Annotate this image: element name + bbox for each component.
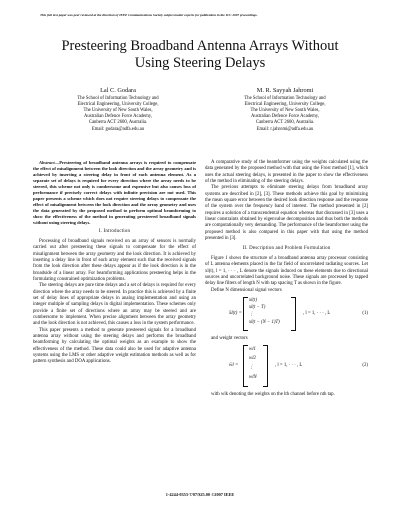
vector-entry: xl(t − T)	[249, 304, 266, 310]
equation-lhs: x̄l(t) =	[229, 310, 242, 316]
author-email: Email: godara@adfa.edu.au	[91, 126, 145, 132]
paragraph: Figure 1 shows the structure of a broadband antenna array processor consisting of L antenna elements placed in the far field of uncorrelated radiating sources. Let xl(t), l = 1, · · · , L denote the signals induced on these elements due to directional sources and uncorrelated background noise. These signals are processed by tapped delay line filters of length N with tap spacing T as shown in the figure.	[205, 255, 368, 287]
equation-tail: , l = 1, · · · , L	[275, 363, 303, 369]
author-email: Email: r.jahromi@adfa.edu.au	[256, 126, 314, 132]
vector-entry: wl1	[249, 347, 256, 353]
matrix-left-bracket	[243, 297, 248, 331]
vector-entry: xl(t − (N − 1)T)	[249, 319, 280, 325]
right-column	[205, 160, 368, 399]
affiliation-line: Canberra ACT 2600, Australia.	[255, 120, 315, 126]
affiliation-line: The University of New South Wales,	[83, 108, 153, 114]
equation-tail: , l = 1, · · · , L	[303, 310, 331, 316]
author-block-2	[200, 88, 370, 133]
affiliation-line: Australian Defence Force Academy,	[251, 114, 319, 120]
equation-1	[205, 297, 368, 333]
affiliation-line: The University of New South Wales,	[250, 108, 320, 114]
affiliation-line: Electrical Engineering, University College,	[244, 102, 326, 108]
paragraph: with wlk denoting the weights on the lth channel before nth tap.	[211, 392, 335, 398]
paper-title	[20, 38, 380, 72]
vector-entry: wlN	[249, 375, 257, 381]
vector-entry: xl(t)	[249, 297, 257, 303]
author-name: M. R. Sayyah Jahromi	[256, 87, 314, 94]
title-line-1: Presteering Broadband Antenna Arrays Without	[61, 38, 339, 54]
review-note: This full text paper was peer reviewed at the direction of IEEE Communications Society subject matter experts for publication in the ICC 2007 proceedings.	[40, 13, 258, 17]
equation-lhs: w̄l =	[229, 363, 239, 369]
title-line-2: Using Steering Delays	[134, 55, 266, 71]
author-name: Lal C. Godara	[100, 87, 136, 94]
abstract-heading: Abstract	[39, 160, 55, 165]
affiliation-line: Canberra ACT 2600, Australia.	[88, 120, 148, 126]
copyright-footer: 1-4244-0353-7/07/$25.00 ©2007 IEEE	[165, 492, 235, 497]
abstract	[33, 160, 196, 225]
paragraph: The steering delays are pure time delays and a set of delays is required for every direction where the array needs to be steered. In practice this is achieved by a finite set of delay lines of appropriate delays in analog implementation and using an integer multiple of sampling delays in digital implementation. These schemes only provide a finite set of directions where an array may be steered and are cumbersome to implement. When precise alignment between the array geometry and the look direction is not achieved, this causes a loss in the system performance.	[33, 283, 196, 327]
affiliation-line: The School of Information Technology and	[244, 96, 326, 102]
vector-entry: wl2	[249, 356, 256, 362]
paragraph: and weight vectors	[211, 335, 248, 341]
affiliation-line: Electrical Engineering, University College,	[77, 102, 159, 108]
vector-entry: ⋮	[249, 311, 254, 317]
affiliation-line: The School of Information Technology and	[77, 96, 159, 102]
affiliation-line: Australian Defence Force Academy,	[84, 114, 152, 120]
matrix-right-bracket	[291, 297, 296, 331]
matrix-left-bracket	[243, 345, 248, 387]
matrix-right-bracket	[263, 345, 268, 387]
paragraph: The previous attempts to eliminate steering delays from broadband array systems are described in [2], [3]. These methods achieve this goal by minimizing the mean square error between the desired look direction response and the response of the system over the frequency band of interest. The method presented in [2] requires a solution of a transcendental equation whereas that discussed in [3] uses a linear constraints obtained by eigenvalue decomposition and thus both the methods are computationally very demanding. The performance of the beamformer using the proposed method is also compared in this paper with that using the method presented in [3].	[205, 185, 368, 242]
paragraph: This paper presents a method to generate presteered signals for a broadband antenna array without using the steering delays and performs the broadband beamforming by calculating the optimal weights as an example to show the effectiveness of the method. These data could also be used for adaptive antenna systems using the LMS or other adaptive weight estimation methods as well as for pattern synthesis and DOA applications.	[33, 327, 196, 365]
left-column	[33, 160, 196, 366]
section-heading: I. Introduction	[98, 229, 131, 235]
paragraph: Define N dimensional signal vectors	[211, 287, 282, 293]
section-heading: II. Description and Problem Formulation	[242, 246, 331, 252]
author-block-1	[33, 88, 203, 133]
abstract-text: —Presteering of broadband antenna arrays is required to compensate the effect of misalignment between the look direction and the array geometry and is achieved by inserting a steering delay in front of each antenna element. As a separate set of delays is required for every direction where the array needs to be steered, this scheme not only is cumbersome and expensive but also causes loss of performance if precisely correct delays with infinite precision are not used. This paper presents a scheme which does not require steering delays to compensate the effect of misalignment between the look direction and the array geometry and uses the data generated by the proposed method to perform optimal beamforming to show the effectiveness of the method in generating presteered broadband signals without using steering delays.	[33, 160, 196, 225]
paragraph: A comparative study of the beamformer using the weights calculated using the data generated by the proposed method with that using the Frost method [1], which uses the actual steering delays, is presented in the paper to show the effectiveness of the method in eliminating of the steering delays.	[205, 160, 368, 185]
paragraph: Processing of broadband signals received on an array of sensors is normally carried out after presteering these signals to compensate for the effect of misalignment between the array geometry and the look direction. It is achieved by inserting a delay line in front of each array element such that the received signals from the look direction after these delays appear as if the look direction is in the broadside of a linear array. For beamforming applications presteering helps in the formulating constrained optimization problems.	[33, 238, 196, 282]
equation-2	[205, 345, 368, 389]
vector-entry: ⋮	[249, 365, 254, 371]
equation-number: (2)	[362, 363, 368, 369]
equation-number: (1)	[362, 310, 368, 316]
